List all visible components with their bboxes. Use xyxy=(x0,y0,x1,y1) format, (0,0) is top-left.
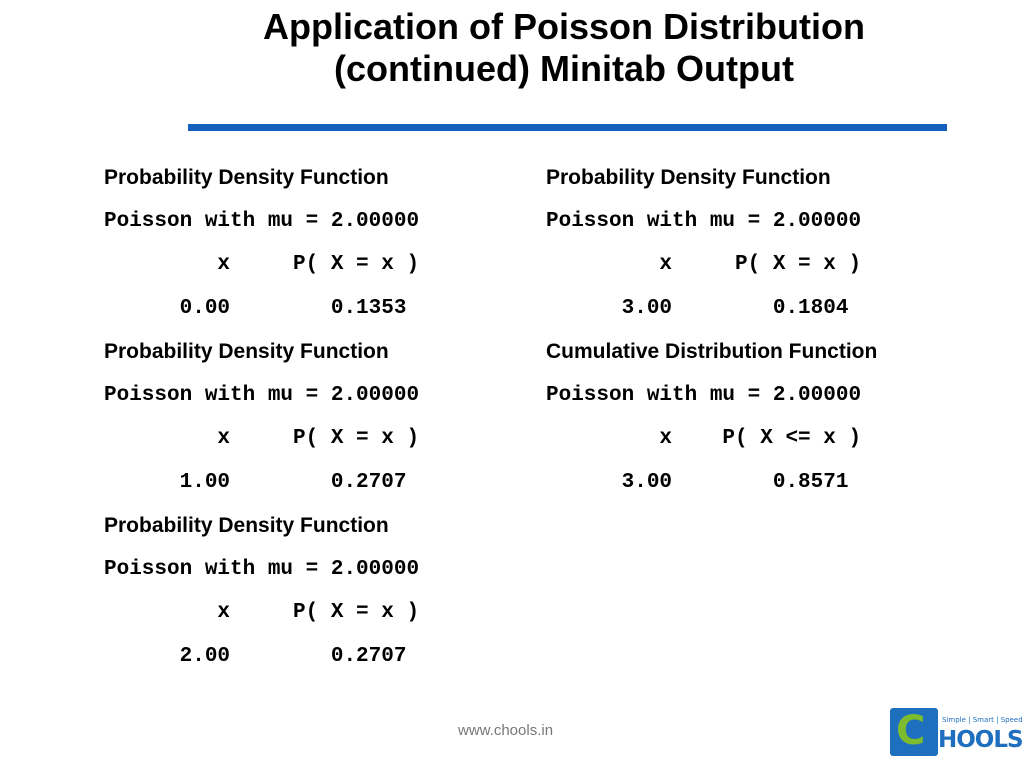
title-line-2: (continued) Minitab Output xyxy=(334,48,794,89)
output-block xyxy=(104,330,419,504)
block-row: 1.00 0.2707 xyxy=(104,470,407,494)
logo-word: HOOLS xyxy=(938,727,1023,753)
block-heading: Probability Density Function xyxy=(104,340,389,363)
block-row: 3.00 0.1804 xyxy=(546,296,849,320)
block-row: 3.00 0.8571 xyxy=(546,470,849,494)
block-heading: Probability Density Function xyxy=(104,514,389,537)
block-row: 0.00 0.1353 xyxy=(104,296,407,320)
left-output-column xyxy=(104,156,419,678)
logo-letter: C xyxy=(896,708,926,754)
logo-tagline: Simple | Smart | Speed xyxy=(942,716,1023,724)
output-block xyxy=(546,156,877,330)
block-col-header: x P( X = x ) xyxy=(104,253,420,276)
block-param: Poisson with mu = 2.00000 xyxy=(104,557,420,581)
block-col-header: x P( X = x ) xyxy=(546,253,862,276)
slide-title xyxy=(186,6,942,90)
block-heading: Probability Density Function xyxy=(546,166,831,189)
block-heading: Probability Density Function xyxy=(104,166,389,189)
block-col-header: x P( X = x ) xyxy=(104,601,420,624)
output-block xyxy=(546,330,877,504)
block-row: 2.00 0.2707 xyxy=(104,644,407,668)
chools-logo xyxy=(890,706,1023,758)
block-heading: Cumulative Distribution Function xyxy=(546,340,878,363)
block-param: Poisson with mu = 2.00000 xyxy=(104,209,420,233)
output-block xyxy=(104,156,419,330)
block-col-header: x P( X <= x ) xyxy=(546,427,862,450)
right-output-column xyxy=(546,156,877,504)
block-col-header: x P( X = x ) xyxy=(104,427,420,450)
footer-url: www.chools.in xyxy=(458,722,554,739)
block-param: Poisson with mu = 2.00000 xyxy=(546,209,862,233)
block-param: Poisson with mu = 2.00000 xyxy=(546,383,862,407)
title-line-1: Application of Poisson Distribution xyxy=(263,6,865,47)
block-param: Poisson with mu = 2.00000 xyxy=(104,383,420,407)
output-block xyxy=(104,504,419,678)
title-divider xyxy=(188,124,947,131)
